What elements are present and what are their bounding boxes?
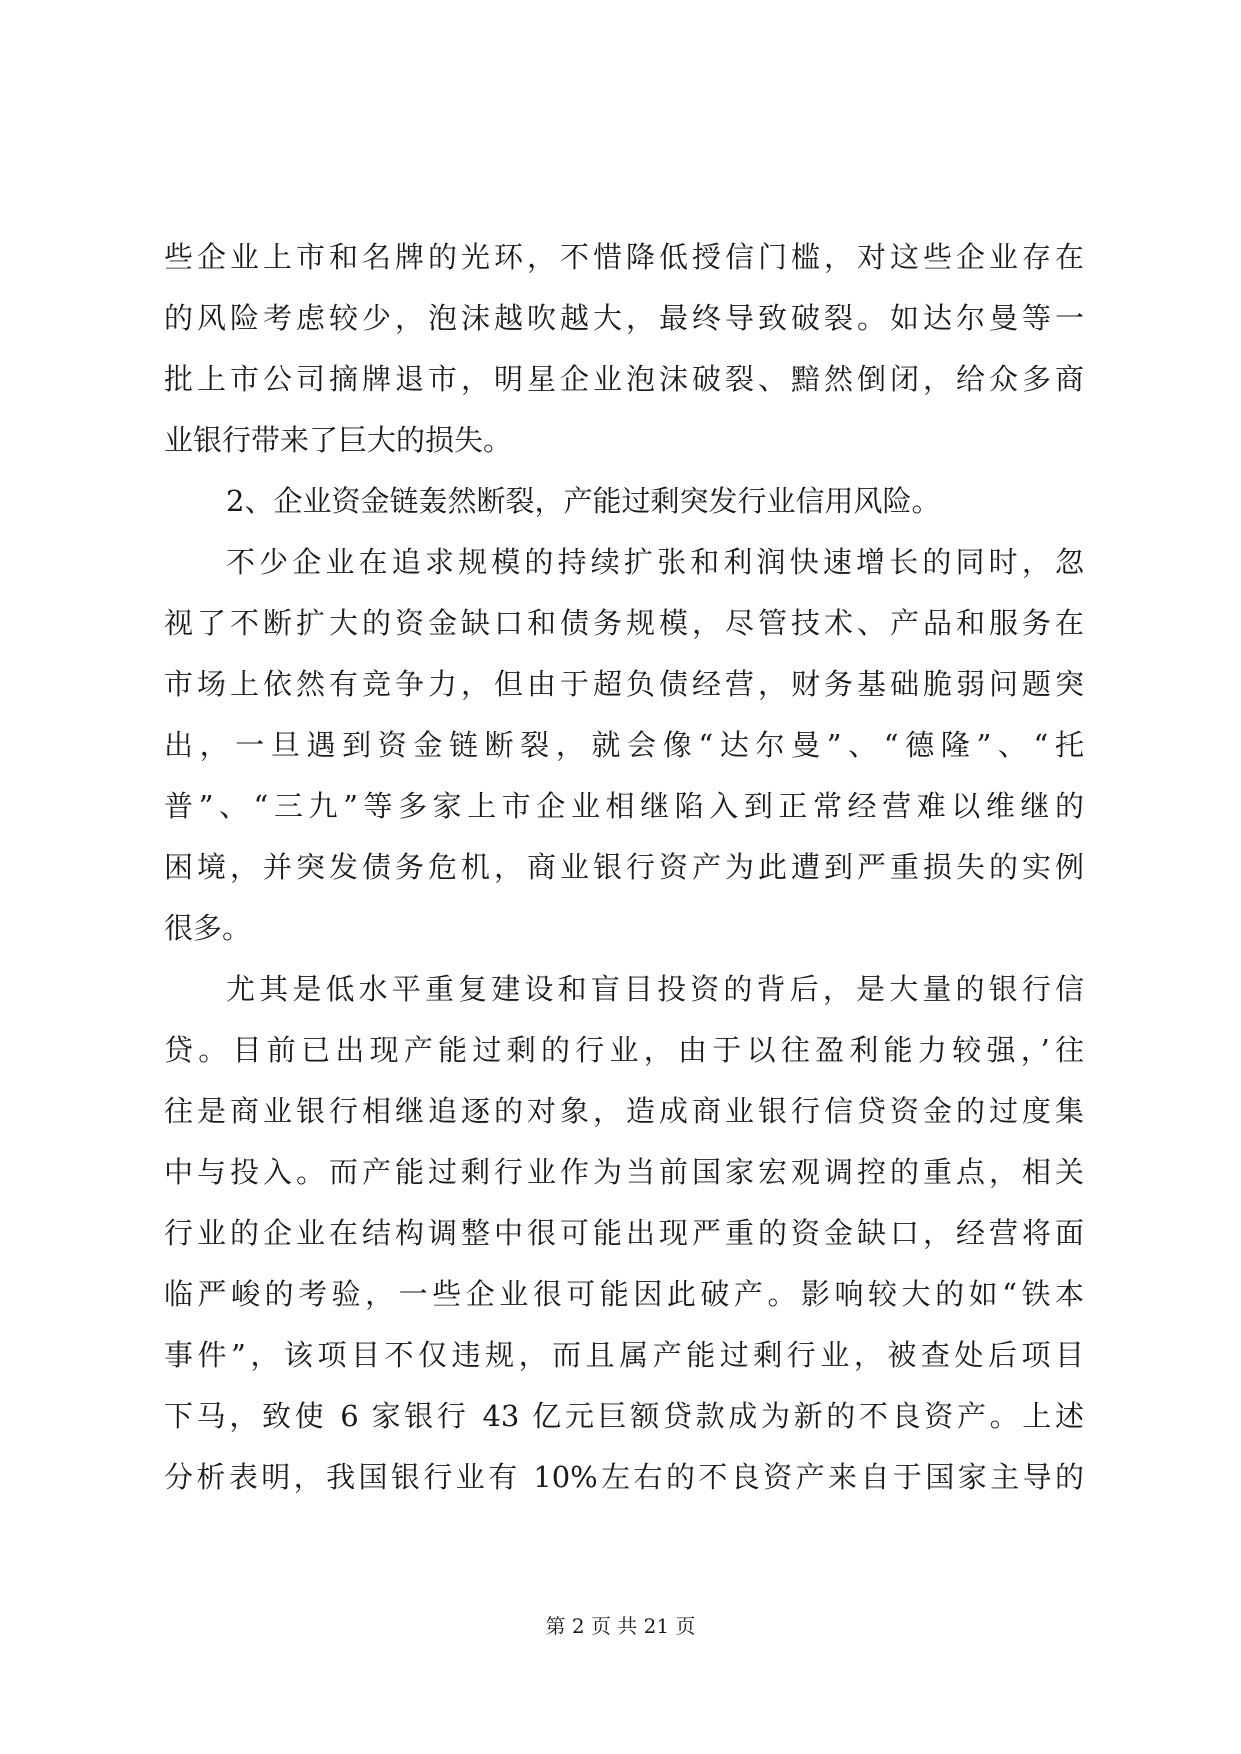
text-line: 不少企业在追求规模的持续扩张和利润快速增长的同时，忽 [226,545,1084,579]
text-line: 尤其是低水平重复建设和盲目投资的背后，是大量的银行信 [226,972,1084,1006]
text-line: 些企业上市和名牌的光环，不惜降低授信门槛，对这些企业存在 [164,240,1084,274]
text-line: 临严峻的考验，一些企业很可能因此破产。影响较大的如“铁本 [164,1277,1084,1311]
body-text [164,227,1084,1508]
text-line: 事件”，该项目不仅违规，而且属产能过剩行业，被查处后项目 [164,1338,1084,1372]
text-line: 贷。目前已出现产能过剩的行业，由于以往盈利能力较强，’往 [164,1033,1084,1067]
text-line: 批上市公司摘牌退市，明星企业泡沫破裂、黯然倒闭，给众多商 [164,362,1084,396]
text-line: 业银行带来了巨大的损失。 [164,423,513,457]
text-line: 行业的企业在结构调整中很可能出现严重的资金缺口，经营将面 [164,1216,1084,1250]
text-line: 的风险考虑较少，泡沫越吹越大，最终导致破裂。如达尔曼等一 [164,301,1084,335]
text-line: 视了不断扩大的资金缺口和债务规模，尽管技术、产品和服务在 [164,606,1084,640]
text-line: 往是商业银行相继追逐的对象，造成商业银行信贷资金的过度集 [164,1094,1084,1128]
section-heading: 2、企业资金链轰然断裂，产能过剩突发行业信用风险。 [226,484,941,518]
text-line: 很多。 [164,911,252,945]
text-line: 分析表明，我国银行业有 10%左右的不良资产来自于国家主导的 [164,1460,1084,1494]
text-line: 困境，并突发债务危机，商业银行资产为此遭到严重损失的实例 [164,850,1084,884]
text-line: 普”、“三九”等多家上市企业相继陷入到正常经营难以维继的 [164,789,1084,823]
text-line: 市场上依然有竞争力，但由于超负债经营，财务基础脆弱问题突 [164,667,1084,701]
text-line: 出，一旦遇到资金链断裂，就会像“达尔曼”、“德隆”、“托 [164,728,1084,762]
text-line: 中与投入。而产能过剩行业作为当前国家宏观调控的重点，相关 [164,1155,1084,1189]
page-number-footer: 第 2 页 共 21 页 [545,1614,696,1638]
text-line: 下马，致使 6 家银行 43 亿元巨额贷款成为新的不良资产。上述 [164,1399,1084,1433]
